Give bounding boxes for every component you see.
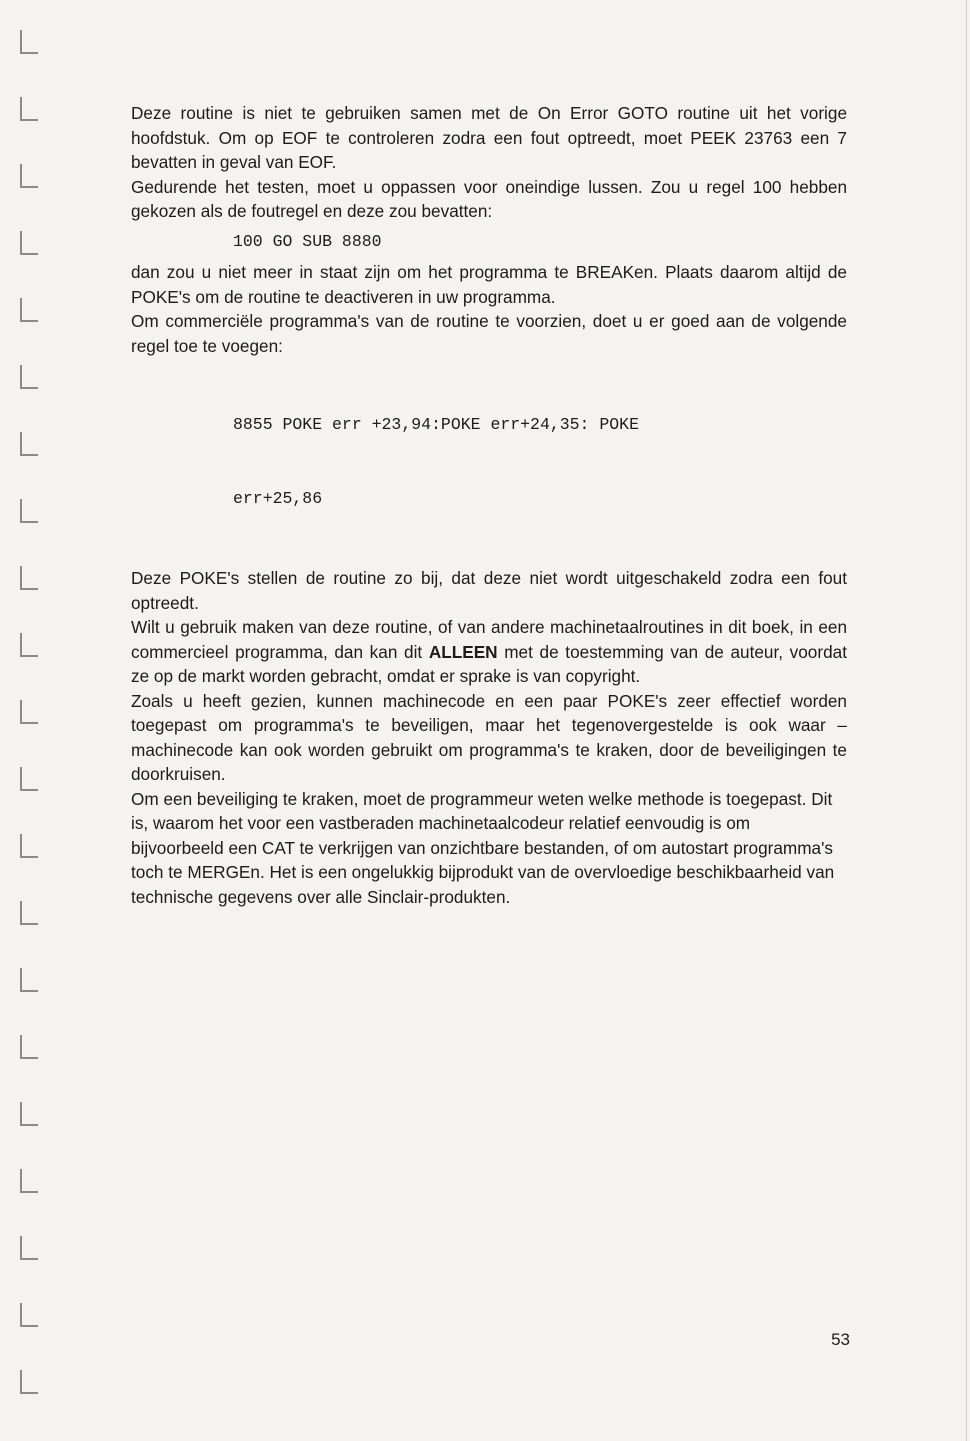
binding-hole (20, 97, 38, 121)
binding-hole (20, 566, 38, 590)
binding-hole (20, 365, 38, 389)
binding-hole (20, 968, 38, 992)
copyright-text-after: met de toestemming van de auteur, voordat ze op de markt worden gebracht, omdat er sprake is van copyright. (131, 641, 847, 686)
paragraph-copyright (131, 615, 847, 689)
copyright-emphasis: ALLEEN (428, 641, 498, 662)
page-number: 53 (831, 1330, 850, 1349)
code-listing-gosub: 100 GO SUB 8880 (233, 231, 382, 251)
paragraph-break: dan zou u niet meer in staat zijn om het programma te BREAKen. Plaats daarom altijd de POKE's om de routine te deactiveren in uw programma. (131, 262, 847, 307)
binding-hole (20, 1236, 38, 1260)
spiral-binding (20, 30, 40, 1430)
binding-hole (20, 298, 38, 322)
binding-hole (20, 164, 38, 188)
paragraph-protection-methods: Om een beveiliging te kraken, moet de programmeur weten welke methode is toegepast. Dit is, waarom het voor een vastberaden machinetaalcodeur relatief eenvoudig is om bijvoorbeeld een CAT te verkrijgen van onzichtbare bestanden, of om autostart programma's toch te MERGEn. Het is een ongelukkig bijprodukt van de overvloedige beschikbaarheid van technische gegevens over alle Sinclair-produkten. (131, 788, 835, 907)
code-line-2: err+25,86 (233, 488, 323, 508)
binding-hole (20, 901, 38, 925)
binding-hole (20, 499, 38, 523)
paragraph-commercial: Om commerciële programma's van de routine te voorzien, doet u er goed aan de volgende regel toe te voegen: (131, 311, 847, 356)
paragraph-poke-effect: Deze POKE's stellen de routine zo bij, dat deze niet wordt uitgeschakeld zodra een fout optreedt. (131, 568, 847, 613)
binding-hole (20, 834, 38, 858)
binding-hole (20, 1102, 38, 1126)
page-edge (966, 0, 967, 1441)
paragraph-cracking: Zoals u heeft gezien, kunnen machinecode en een paar POKE's zeer effectief worden toegepast om programma's te beveiligen, maar het tegenovergestelde is ook waar – machinecode kan ook worden gebruikt om programma's te kraken, door de beveiligingen te doorkruisen. (131, 690, 847, 784)
binding-hole (20, 1370, 38, 1394)
binding-hole (20, 1035, 38, 1059)
binding-hole (20, 231, 38, 255)
binding-hole (20, 633, 38, 657)
binding-hole (20, 700, 38, 724)
body-text (131, 101, 847, 909)
code-line-1: 8855 POKE err +23,94:POKE err+24,35: POKE (233, 415, 639, 434)
paragraph-eof-note: Deze routine is niet te gebruiken samen met de On Error GOTO routine uit het vorige hoofdstuk. Om op EOF te controleren zodra een fout optreedt, moet PEEK 23763 een 7 bevatten in geval van EOF. (131, 103, 847, 172)
paragraph-infinite-loops: Gedurende het testen, moet u oppassen voor oneindige lussen. Zou u regel 100 hebben gekozen als de foutregel en deze zou bevatten: (131, 176, 847, 221)
binding-hole (20, 432, 38, 456)
code-listing-poke (131, 364, 847, 560)
binding-hole (20, 1169, 38, 1193)
copyright-text-before: Wilt u gebruik maken van deze routine, of van andere machinetaalroutines in dit boek, in een commercieel programma, dan kan dit (131, 617, 847, 662)
binding-hole (20, 1303, 38, 1327)
binding-hole (20, 767, 38, 791)
binding-hole (20, 30, 38, 54)
